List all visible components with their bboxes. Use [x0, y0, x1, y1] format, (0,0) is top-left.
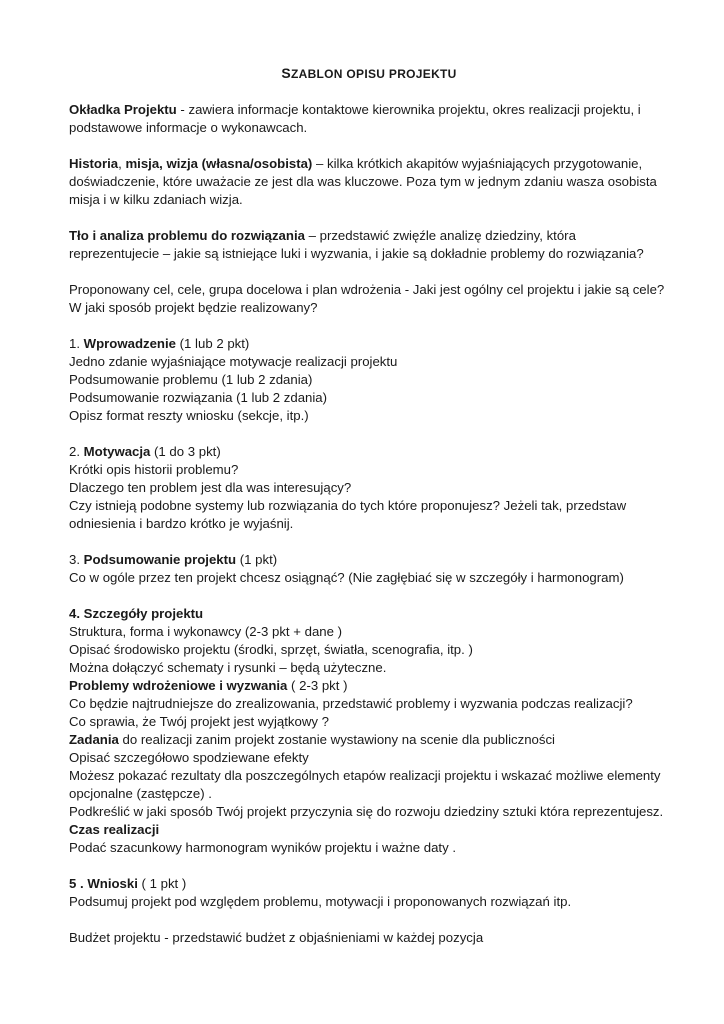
list-item: Co będzie najtrudniejsze do zrealizowania, przedstawić problemy i wyzwania podczas realizacji?	[69, 696, 633, 711]
document-page	[69, 64, 669, 965]
section-heading: 2. Motywacja (1 do 3 pkt)	[69, 444, 221, 459]
history-paragraph: Historia, misja, wizja (własna/osobista) – kilka krótkich akapitów wyjaśniających przygotowanie, doświadczenie, które uważacie ze jest dla was kluczowe. Poza tym w jednym zdaniu wasza osobista misja i w kilku zdaniach wizja.	[69, 156, 657, 207]
list-item: Możesz pokazać rezultaty dla poszczególnych etapów realizacji projektu i wskazać możliwe elementy opcjonalne (zastępcze) .	[69, 768, 661, 801]
list-item: Opisz format reszty wniosku (sekcje, itp.)	[69, 408, 309, 423]
analysis-paragraph: Tło i analiza problemu do rozwiązania – przedstawić zwięźle analizę dziedziny, która reprezentujecie – jakie są istniejące luki i wyzwania, i jakie są dokładnie problemy do rozwiązania?	[69, 228, 644, 261]
list-item: Opisać środowisko projektu (środki, sprzęt, światła, scenografia, itp. )	[69, 642, 473, 657]
cover-paragraph: Okładka Projektu - zawiera informacje kontaktowe kierownika projektu, okres realizacji projektu, i podstawowe informacje o wykonawcach.	[69, 102, 641, 135]
section-details	[69, 605, 669, 857]
list-item: Krótki opis historii problemu?	[69, 462, 239, 477]
list-item: Podsumowanie problemu (1 lub 2 zdania)	[69, 372, 313, 387]
section-heading: 4. Szczegóły projektu	[69, 606, 204, 621]
section-heading: 3. Podsumowanie projektu (1 pkt)	[69, 552, 278, 567]
list-item: Co sprawia, że Twój projekt jest wyjątkowy ?	[69, 714, 329, 729]
list-item: Jedno zdanie wyjaśniające motywacje realizacji projektu	[69, 354, 398, 369]
document-title: SZABLON OPISU PROJEKTU	[281, 65, 457, 81]
budget-paragraph: Budżet projektu - przedstawić budżet z objaśnieniami w każdej pozycja	[69, 930, 484, 945]
section-motivation	[69, 443, 669, 533]
proposed-paragraph: Proponowany cel, cele, grupa docelowa i plan wdrożenia - Jaki jest ogólny cel projektu i jakie są cele? W jaki sposób projekt będzie realizowany?	[69, 282, 665, 315]
section-summary	[69, 551, 669, 587]
subheading-problems: Problemy wdrożeniowe i wyzwania ( 2-3 pkt )	[69, 678, 348, 693]
list-item: Podać szacunkowy harmonogram wyników projektu i ważne daty .	[69, 840, 457, 855]
list-item: Opisać szczegółowo spodziewane efekty	[69, 750, 309, 765]
list-item: Struktura, forma i wykonawcy (2-3 pkt + dane )	[69, 624, 343, 639]
list-item: Co w ogóle przez ten projekt chcesz osiągnąć? (Nie zagłębiać się w szczegóły i harmonogram)	[69, 570, 624, 585]
list-item: Można dołączyć schematy i rysunki – będą użyteczne.	[69, 660, 387, 675]
subheading-tasks: Zadania do realizacji zanim projekt zostanie wystawiony na scenie dla publiczności	[69, 732, 555, 747]
list-item: Dlaczego ten problem jest dla was interesujący?	[69, 480, 352, 495]
section-conclusions	[69, 875, 669, 911]
subheading-time: Czas realizacji	[69, 822, 160, 837]
list-item: Podsumuj projekt pod względem problemu, motywacji i proponowanych rozwiązań itp.	[69, 894, 572, 909]
list-item: Czy istnieją podobne systemy lub rozwiązania do tych które proponujesz? Jeżeli tak, przedstaw odniesienia i bardzo krótko je wyjaśnij.	[69, 498, 627, 531]
list-item: Podsumowanie rozwiązania (1 lub 2 zdania)	[69, 390, 328, 405]
section-introduction	[69, 335, 669, 425]
section-heading: 1. Wprowadzenie (1 lub 2 pkt)	[69, 336, 250, 351]
list-item: Podkreślić w jaki sposób Twój projekt przyczynia się do rozwoju dziedziny sztuki która reprezentujesz.	[69, 804, 664, 819]
section-heading: 5 . Wnioski ( 1 pkt )	[69, 876, 187, 891]
